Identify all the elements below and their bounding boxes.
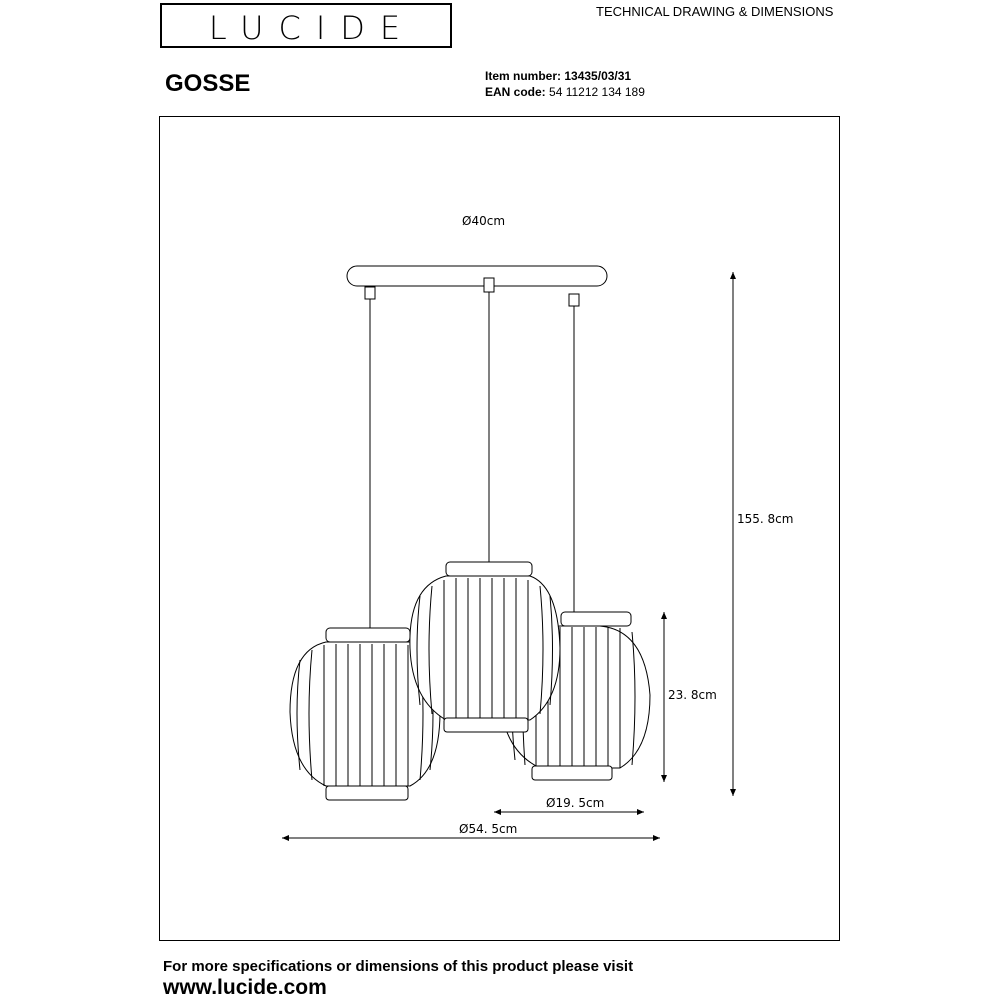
footer-text: For more specifications or dimensions of this product please visit — [163, 958, 634, 975]
dim-overall-diameter: Ø54. 5cm — [459, 822, 518, 836]
dim-total-height: 155. 8cm — [737, 512, 794, 526]
dim-canopy-diameter: Ø40cm — [462, 214, 506, 228]
footer-website-link[interactable]: www.lucide.com — [163, 976, 327, 999]
shade-middle — [410, 562, 560, 732]
ean-label: EAN code: — [485, 85, 546, 99]
header-label: TECHNICAL DRAWING & DIMENSIONS — [596, 4, 834, 19]
item-number-label: Item number: — [485, 69, 562, 83]
ean-code: 54 11212 134 189 — [549, 85, 645, 99]
item-number: 13435/03/31 — [564, 69, 632, 83]
canopy — [347, 266, 607, 286]
logo-text: LUCIDE — [208, 9, 416, 47]
dim-shade-diameter: Ø19. 5cm — [546, 796, 605, 810]
dim-shade-height: 23. 8cm — [668, 688, 717, 702]
product-name: GOSSE — [165, 70, 251, 97]
